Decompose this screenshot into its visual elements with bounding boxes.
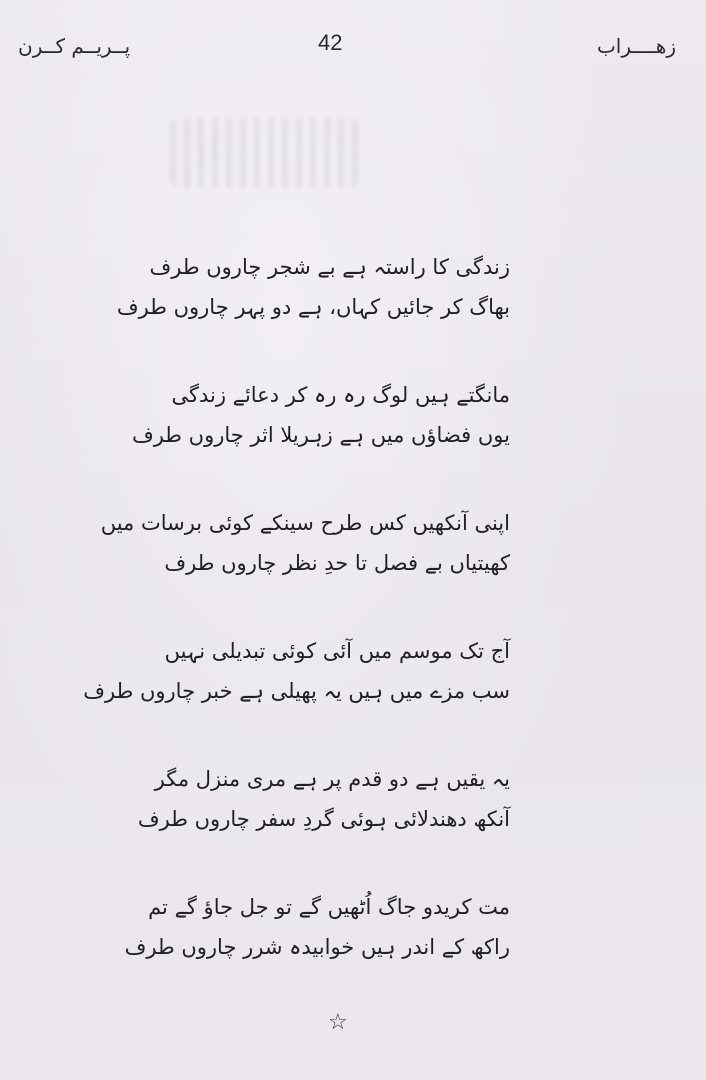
verse-line: مت کریدو جاگ اُٹھیں گے تو جل جاؤ گے تم bbox=[148, 895, 510, 919]
page-header bbox=[0, 28, 706, 68]
verse-line: سب مزے میں ہیں یہ پھیلی ہے خبر چاروں طرف bbox=[83, 679, 510, 703]
author-name: پــریــم کــرن bbox=[18, 34, 131, 58]
couplet bbox=[137, 758, 510, 886]
verse-line: کھیتیاں بے فصل تا حدِ نظر چاروں طرف bbox=[164, 551, 510, 575]
verse-line: یہ یقیں ہے دو قدم پر ہے مری منزل مگر bbox=[154, 767, 510, 791]
verse-line: اپنی آنکھیں کس طرح سینکے کوئی برسات میں bbox=[100, 511, 510, 535]
show-through-smudge bbox=[170, 118, 360, 188]
couplet bbox=[131, 374, 510, 502]
verse-line: بھاگ کر جائیں کہاں، ہے دو پہر چاروں طرف bbox=[116, 295, 510, 319]
star-ornament-icon: ☆ bbox=[328, 1010, 348, 1035]
couplet bbox=[124, 886, 510, 1014]
couplet bbox=[100, 502, 510, 630]
verse-line: یوں فضاؤں میں ہے زہریلا اثر چاروں طرف bbox=[131, 423, 510, 447]
page-number: 42 bbox=[318, 30, 343, 55]
verse-line: زندگی کا راستہ ہے بے شجر چاروں طرف bbox=[149, 255, 510, 279]
verse-line: آج تک موسم میں آئی کوئی تبدیلی نہیں bbox=[164, 639, 510, 663]
verse-line: راکھ کے اندر ہیں خوابیدہ شرر چاروں طرف bbox=[124, 935, 510, 959]
couplet bbox=[83, 630, 510, 758]
verse-line: مانگتے ہیں لوگ رہ رہ کر دعائے زندگی bbox=[171, 383, 510, 407]
book-title: زھــــراب bbox=[596, 34, 676, 58]
verse-line: آنکھ دھندلائی ہوئی گردِ سفر چاروں طرف bbox=[137, 807, 510, 831]
couplet bbox=[116, 246, 510, 374]
ghazal bbox=[83, 246, 510, 1014]
